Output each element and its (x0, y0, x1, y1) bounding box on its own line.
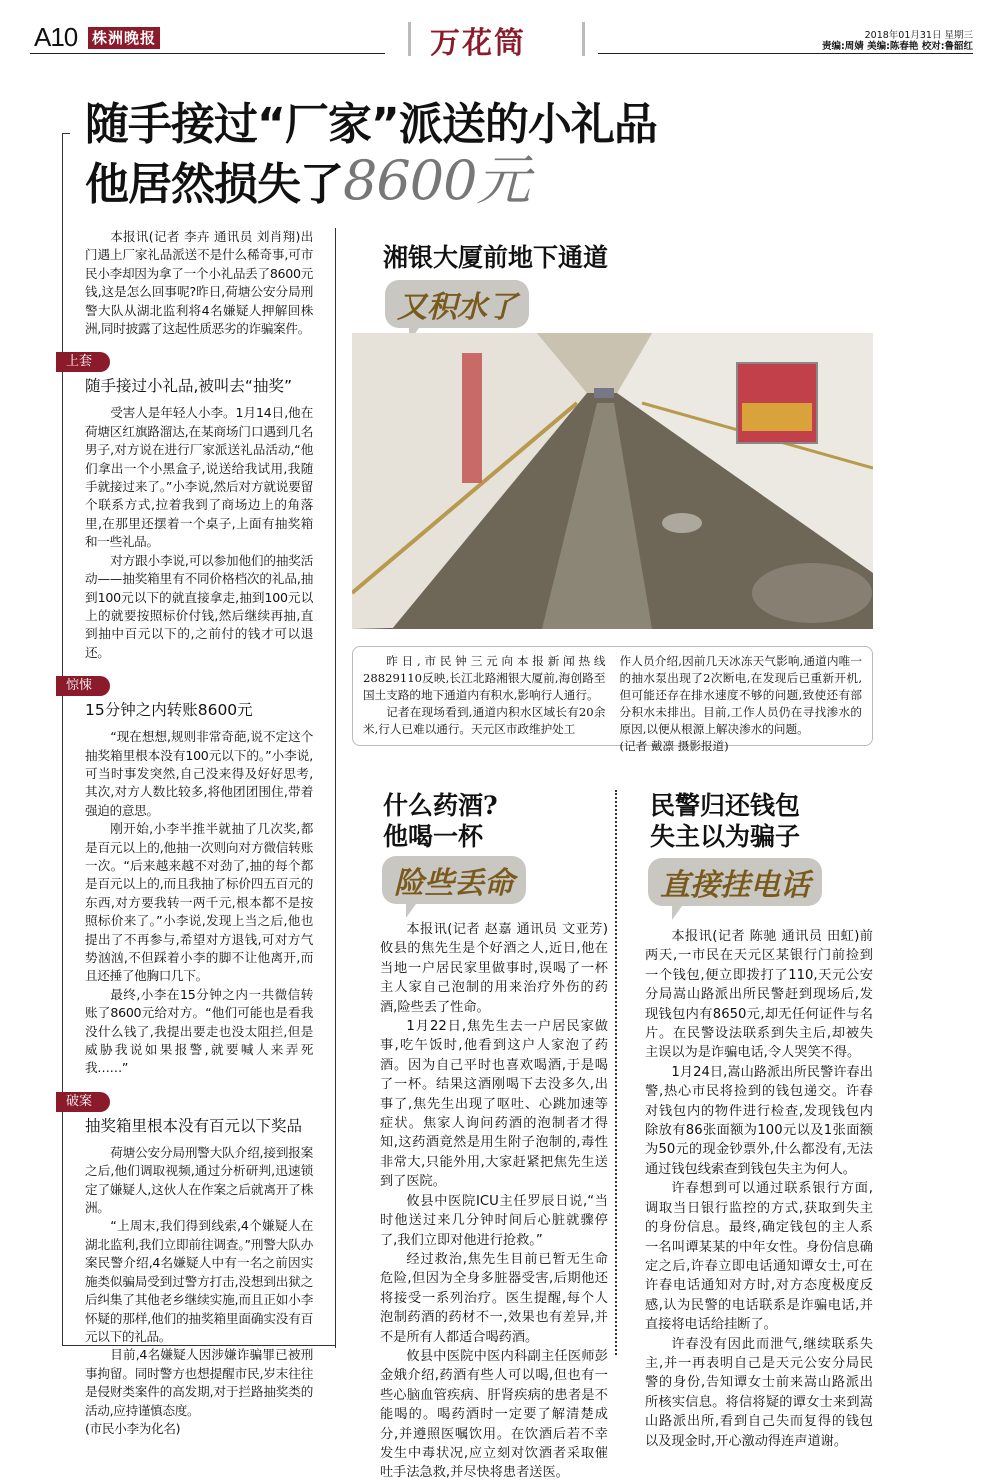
headline-amount: 8600元 (343, 149, 530, 212)
subheading: 随手接过小礼品,被叫去“抽奖” (85, 377, 292, 396)
paragraph: 攸县中医院中医内科副主任医师彭金娥介绍,药酒有些人可以喝,但也有一些心脑血管疾病、肝肾疾病的患者是不能喝的。喝药酒时一定要了解清楚成分,并遵照医嘱饮用。在饮酒后若不幸发生中毒状况,应立刻对饮酒者采取催吐手法急救,并尽快将患者送医。 (380, 1348, 608, 1481)
issue-date: 2018年01月31日 星期三 (864, 30, 973, 41)
lead-headline-2 (85, 138, 529, 215)
section-body (56, 1144, 313, 1439)
paragraph: 经过救治,焦先生目前已暂无生命危险,但因为全身多脏器受害,后期他还将接受一系列治疗。医生提醒,每个人泡制药酒的药材不一,效果也有差异,并不是所有人都适合喝药酒。 (380, 1251, 608, 1345)
title-line: 什么药酒? (383, 791, 498, 820)
wine-article-title (383, 790, 498, 852)
paragraph: 刚开始,小李半推半就抽了几次奖,都是百元以上的,他抽一次则向对方微信转账一次。“后来越来越不对劲了,抽的每个都是百元以上的,而且我抽了标价四五百元的东西,对方要我转一两千元,根本都不是按照标价来了。”小李说,发现上当之后,他也提出了不再参与,希望对方退钱,可对方气势汹汹,不但踩着小李的脚不让他离开,而且还捶了他胸口几下。 (85, 821, 313, 984)
caption-column (363, 653, 606, 739)
lead-frame-tick (62, 133, 70, 134)
paragraph: 许春想到可以通过联系银行方面,调取当日银行监控的方式,获取到失主的身份信息。最终,确定钱包的主人系一名叫谭某某的中年女性。身份信息确定之后,许春立即电话通知谭女士,可在许春电话通知对方时,对方态度极度反感,认为民警的电话联系是诈骗电话,并直接将电话给挂断了。 (645, 1181, 873, 1333)
paragraph: 攸县中医院ICU主任罗辰日说,“当时他送过来几分钟时间后心脏就骤停了,我们立即对他进行抢救。” (380, 1193, 608, 1248)
page-number: A10 (34, 22, 78, 52)
title-line: 他喝一杯 (383, 822, 484, 851)
paragraph: 许春没有因此而泄气,继续联系失主,并一再表明自己是天元公安分局民警的身份,告知谭女士前来嵩山路派出所核实信息。将信将疑的谭女士来到嵩山路派出所,看到自己失而复得的钱包以及现金时,开心激动得连声道谢。 (645, 1336, 873, 1449)
paragraph: 1月22日,焦先生去一户居民家做事,吃午饭时,他看到这户人家泡了药酒。因为自己平时也喜欢喝酒,于是喝了一杯。结果这酒刚喝下去没多久,出事了,焦先生出现了呕吐、心跳加速等症状。焦家人询问药酒的泡制者才得知,这药酒竟然是用生附子泡制的,毒性非常大,只能外用,大家赶紧把焦先生送到了医院。 (380, 1019, 608, 1190)
title-line: 失主以为骗子 (650, 822, 801, 851)
paragraph: 目前,4名嫌疑人因涉嫌诈骗罪已被刑事拘留。同时警方也想提醒市民,岁末往往是侵财类案件的高发期,对于拦路抽奖类的活动,应持谨慎态度。 (85, 1347, 313, 1418)
paragraph: 荷塘公安分局刑警大队介绍,接到报案之后,他们调取视频,通过分析研判,迅速锁定了嫌疑人,这伙人在作案之后就离开了株洲。 (85, 1144, 313, 1216)
lead-intro (56, 228, 313, 338)
wallet-article-title (650, 790, 800, 852)
lead-column (56, 228, 313, 1438)
title-line: 民警归还钱包 (650, 791, 801, 820)
paragraph: 本报讯(记者 赵嘉 通讯员 文亚芳)攸县的焦先生是个好酒之人,近日,他在当地一户居民家里做事时,误喝了一杯主人家自己泡制的用来治疗外伤的药酒,险些丢了性命。 (380, 922, 608, 1015)
photo-caption (352, 646, 873, 753)
photo-illustration (352, 333, 873, 629)
section-body (56, 728, 313, 1078)
section-body (56, 404, 313, 662)
paragraph: 最终,小李在15分钟之内一共微信转账了8600元给对方。“他们可能也是看我没什么钱了,我提出要走也没太阻拦,但是威胁我说如果报警,就要喊人来弄死我……” (85, 986, 313, 1076)
flooded-underpass-photo (352, 333, 873, 629)
paragraph: 1月24日,嵩山路派出所民警许春出警,热心市民将捡到的钱包递交。许春对钱包内的物件进行检查,发现钱包内除放有86张面额为100元以及1张面额为50元的现金钞票外,什么都没有,无法通过钱包线索查到钱包失主为何人。 (645, 1064, 873, 1177)
editor-credits: 责编:周婧 美编:陈春艳 校对:鲁韶红 (821, 41, 973, 52)
section-tag: 破案 (56, 1092, 110, 1112)
lead-headline-1: 随手接过“厂家”派送的小礼品 (85, 99, 657, 150)
paragraph: “上周末,我们得到线索,4个嫌疑人在湖北监利,我们立即前往调查。”刑警大队办案民警介绍,4名嫌疑人中有一名之前因实施类似骗局受到过警方打击,没想到出狱之后纠集了其他老乡继续实施,而且正如小李怀疑的那样,他们的抽奖箱里面确实没有百元以下的礼品。 (85, 1218, 313, 1344)
wine-article-body (380, 920, 608, 1483)
section-tag: 惊悚 (56, 676, 110, 696)
paragraph: 受害人是年轻人小李。1月14日,他在荷塘区红旗路溜达,在某商场门口遇到几名男子,对方说在进行厂家派送礼品活动,“他们拿出一个小黑盒子,说送给我试用,我随手就接过来了。”小李说,然后对方就说要留个联系方式,拉着我到了商场边上的角落里,在那里还摆着一个桌子,上面有抽奖箱和一些礼品。 (85, 405, 313, 550)
column-rule (335, 228, 336, 1348)
paragraph: 对方跟小李说,可以参加他们的抽奖活动——抽奖箱里有不同价格档次的礼品,抽到100元以下的就直接拿走,抽到100元以上的就要按照标价付钱,然后继续再抽,直到抽中百元以下的,之前付的钱才可以退还。 (85, 552, 313, 660)
name-note: (市民小李为化名) (85, 1420, 181, 1436)
issue-meta (822, 30, 973, 52)
header-divider (408, 22, 411, 56)
paragraph: 作人员介绍,因前几天冰冻天气影响,通道内唯一的抽水泵出现了2次断电,在发现后已重新开机,但可能还存在排水速度不够的问题,致使还有部分积水未排出。目前,工作人员仍在寻找渗水的原因,以便从根源上解决渗水的问题。 (619, 654, 862, 736)
caption-column (619, 653, 863, 753)
section-title: 万花筒 (430, 26, 526, 61)
photo-credit: (记者 戴凛 摄影报道) (619, 739, 729, 753)
paragraph: 记者在现场看到,通道内积水区域长有20余米,行人已难以通行。天元区市政维护处工 (363, 705, 606, 736)
wallet-article-body (645, 927, 873, 1451)
photo-story-bubble: 又积水了 (385, 280, 529, 328)
headline-text: 他居然损失了 (85, 159, 343, 210)
wallet-article-bubble: 直接挂电话 (648, 858, 822, 906)
paragraph: “现在想想,规则非常奇葩,说不定这个抽奖箱里根本没有100元以下的。”小李说,可当时事发突然,自己没来得及好好思考,其次,对方人数比较多,将他团团围住,带着强迫的意思。 (85, 729, 313, 818)
wine-article-bubble: 险些丢命 (382, 856, 526, 904)
subheading: 抽奖箱里根本没有百元以下奖品 (85, 1116, 303, 1135)
column-divider (615, 790, 617, 1355)
header-divider (582, 22, 585, 56)
paragraph: 昨日,市民钟三元向本报新闻热线28829110反映,长江北路湘银大厦前,海创路至国土支路的地下通道内有积水,影响行人通行。 (363, 654, 606, 702)
photo-story-title: 湘银大厦前地下通道 (383, 243, 609, 272)
paragraph: 本报讯(记者 李卉 通讯员 刘肖翔)出门遇上厂家礼品派送不是什么稀奇事,可市民小李却因为拿了一个小礼品丢了8600元钱,这是怎么回事呢?昨日,荷塘公安分局刑警大队从湖北监利将4名嫌疑人押解回株洲,同时披露了这起性质恶劣的诈骗案件。 (85, 229, 313, 337)
paragraph: 本报讯(记者 陈驰 通讯员 田虹)前两天,一市民在天元区某银行门前捡到一个钱包,便立即拨打了110,天元公安分局嵩山路派出所民警赶到现场后,发现钱包内有8650元,却无任何证件与名片。在民警设法联系到失主后,却被失主误以为是诈骗电话,令人哭笑不得。 (645, 929, 873, 1061)
paper-logo: 株洲晚报 (88, 27, 160, 49)
header-rule-left (30, 53, 385, 54)
subheading: 15分钟之内转账8600元 (85, 701, 253, 720)
section-tag: 上套 (56, 352, 110, 372)
header-rule-right (598, 53, 973, 54)
